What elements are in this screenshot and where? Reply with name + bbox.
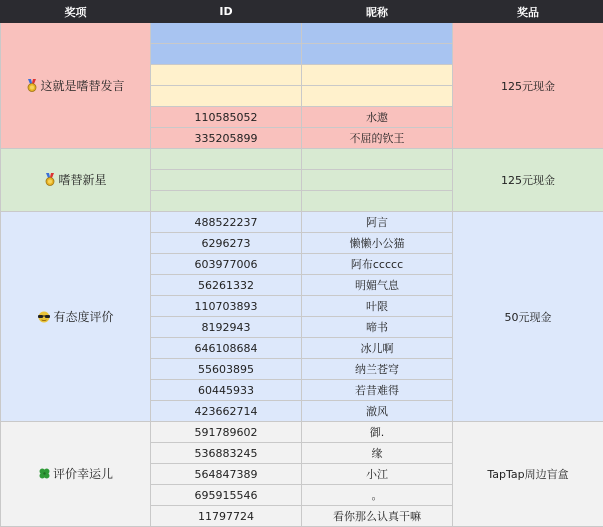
prize-cell: TapTap周边盲盒 xyxy=(453,422,603,527)
user-id-cell: 536883245 xyxy=(151,443,302,464)
user-id-cell: 110585052 xyxy=(151,107,302,128)
prize-cell: 50元现金 xyxy=(453,212,603,422)
user-id-cell xyxy=(151,191,302,212)
award-name: 有态度评价 xyxy=(53,310,113,324)
user-id-cell xyxy=(151,44,302,65)
header-nickname: 昵称 xyxy=(302,1,453,23)
table-row xyxy=(1,212,603,233)
prize-cell: 125元现金 xyxy=(453,23,603,149)
header-award: 奖项 xyxy=(1,1,151,23)
award-name: 嗜替新星 xyxy=(58,173,106,187)
nickname-cell: 看你那么认真干嘛 xyxy=(302,506,453,527)
user-id-cell: 6296273 xyxy=(151,233,302,254)
nickname-cell xyxy=(302,86,453,107)
header-prize: 奖品 xyxy=(453,1,603,23)
user-id-cell: 564847389 xyxy=(151,464,302,485)
user-id-cell: 591789602 xyxy=(151,422,302,443)
nickname-cell: 阿布ccccc xyxy=(302,254,453,275)
user-id-cell: 603977006 xyxy=(151,254,302,275)
user-id-cell: 11797724 xyxy=(151,506,302,527)
user-id-cell: 423662714 xyxy=(151,401,302,422)
header-id: ID xyxy=(151,1,302,23)
award-name-cell xyxy=(1,149,151,212)
table-row xyxy=(1,149,603,170)
medal-icon xyxy=(26,79,38,95)
nickname-cell: 啼书 xyxy=(302,317,453,338)
nickname-cell: 冰儿啊 xyxy=(302,338,453,359)
user-id-cell xyxy=(151,65,302,86)
medal-icon xyxy=(44,173,56,189)
table-body xyxy=(1,23,603,527)
table-row xyxy=(1,23,603,44)
user-id-cell xyxy=(151,149,302,170)
clover-icon xyxy=(38,467,51,483)
award-name-cell xyxy=(1,23,151,149)
nickname-cell: 澈风 xyxy=(302,401,453,422)
nickname-cell: 缘 xyxy=(302,443,453,464)
sunglasses-icon xyxy=(37,311,51,326)
user-id-cell: 646108684 xyxy=(151,338,302,359)
nickname-cell xyxy=(302,23,453,44)
nickname-cell: 水遨 xyxy=(302,107,453,128)
nickname-cell xyxy=(302,149,453,170)
nickname-cell: 不屈的钦王 xyxy=(302,128,453,149)
prize-cell: 125元现金 xyxy=(453,149,603,212)
user-id-cell: 695915546 xyxy=(151,485,302,506)
nickname-cell xyxy=(302,191,453,212)
nickname-cell: 御. xyxy=(302,422,453,443)
nickname-cell xyxy=(302,44,453,65)
table-row xyxy=(1,422,603,443)
nickname-cell: 懒懒小公猫 xyxy=(302,233,453,254)
table-header-row xyxy=(1,1,603,23)
user-id-cell: 110703893 xyxy=(151,296,302,317)
award-name: 评价幸运儿 xyxy=(53,467,113,481)
user-id-cell: 488522237 xyxy=(151,212,302,233)
user-id-cell xyxy=(151,170,302,191)
nickname-cell: 阿言 xyxy=(302,212,453,233)
user-id-cell: 56261332 xyxy=(151,275,302,296)
user-id-cell: 55603895 xyxy=(151,359,302,380)
nickname-cell: 明媚气息 xyxy=(302,275,453,296)
user-id-cell xyxy=(151,86,302,107)
award-name-cell xyxy=(1,212,151,422)
award-name: 这就是嗜替发言 xyxy=(40,79,124,93)
nickname-cell xyxy=(302,65,453,86)
nickname-cell: 纳兰苍穹 xyxy=(302,359,453,380)
nickname-cell xyxy=(302,170,453,191)
nickname-cell: 若昔难得 xyxy=(302,380,453,401)
nickname-cell: 叶限 xyxy=(302,296,453,317)
user-id-cell: 335205899 xyxy=(151,128,302,149)
user-id-cell: 60445933 xyxy=(151,380,302,401)
award-name-cell xyxy=(1,422,151,527)
user-id-cell xyxy=(151,23,302,44)
user-id-cell: 8192943 xyxy=(151,317,302,338)
nickname-cell: 。 xyxy=(302,485,453,506)
nickname-cell: 小江 xyxy=(302,464,453,485)
